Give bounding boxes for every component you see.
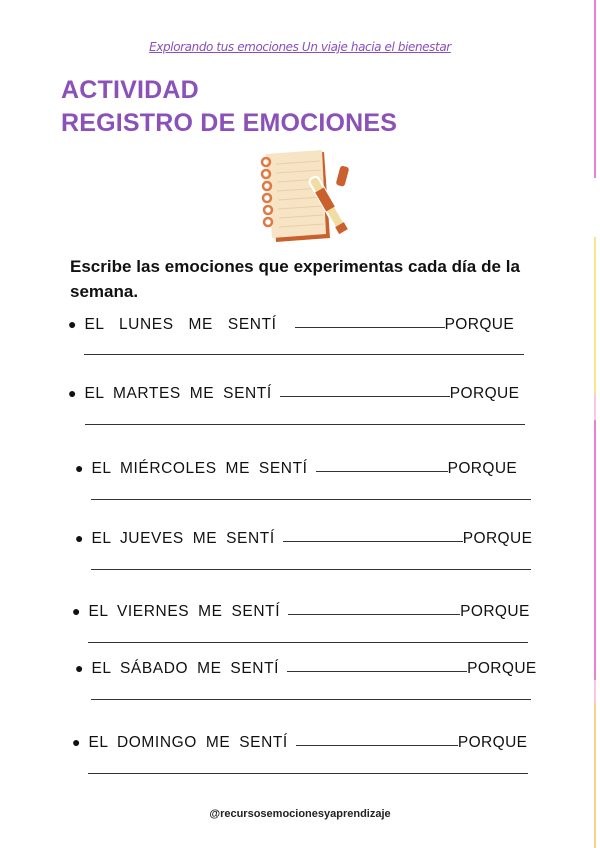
emotion-blank-jueves[interactable]: [283, 540, 463, 542]
edge-strip-yellow: [594, 237, 596, 395]
day-row-domingo: [72, 734, 527, 752]
reason-line-viernes[interactable]: [88, 642, 528, 643]
porque-label: PORQUE: [447, 460, 518, 477]
reason-line-domingo[interactable]: [88, 773, 528, 774]
reason-line-miercoles[interactable]: [91, 499, 531, 500]
bullet-icon: ●: [75, 460, 84, 476]
title-line-1: ACTIVIDAD: [61, 76, 199, 104]
subtitle: Explorando tus emociones Un viaje hacia el bienestar: [149, 40, 451, 54]
day-label: EL MIÉRCOLES ME SENTÍ: [91, 460, 308, 477]
edge-strip-orange: [594, 702, 596, 848]
day-row-martes: [68, 385, 519, 403]
porque-label: PORQUE: [462, 530, 533, 547]
bullet-icon: ●: [75, 660, 84, 676]
reason-line-jueves[interactable]: [91, 569, 531, 570]
porque-label: PORQUE: [460, 603, 530, 620]
day-label: EL JUEVES ME SENTÍ: [91, 530, 275, 547]
instructions-text: Escribe las emociones que experimentas cada día de la semana.: [70, 257, 520, 301]
edge-strip-pink-mid: [594, 420, 596, 680]
emotion-blank-domingo[interactable]: [296, 744, 458, 746]
porque-label: PORQUE: [449, 385, 520, 402]
day-row-sabado: [75, 660, 537, 678]
emotion-blank-martes[interactable]: [280, 395, 450, 397]
bullet-icon: ●: [75, 530, 84, 546]
day-row-jueves: [75, 530, 532, 548]
footer-handle: @recursosemocionesyaprendizaje: [209, 808, 391, 820]
emotion-blank-miercoles[interactable]: [316, 470, 448, 472]
emotion-blank-viernes[interactable]: [288, 613, 460, 615]
bullet-icon: ●: [72, 603, 81, 619]
day-row-lunes: [68, 316, 514, 334]
porque-label: PORQUE: [467, 660, 537, 677]
reason-line-martes[interactable]: [85, 424, 525, 425]
edge-strip-light-pink: [594, 395, 596, 420]
bullet-icon: ●: [68, 385, 77, 401]
day-label: EL LUNES ME SENTÍ: [84, 316, 277, 333]
day-row-miercoles: [75, 460, 517, 478]
notebook-pencil-icon: [252, 148, 357, 246]
day-label: EL VIERNES ME SENTÍ: [88, 603, 281, 620]
emotion-blank-lunes[interactable]: [295, 326, 445, 328]
day-label: EL MARTES ME SENTÍ: [84, 385, 272, 402]
reason-line-sabado[interactable]: [91, 699, 531, 700]
edge-strip-light-pink-2: [594, 680, 596, 702]
day-label: EL DOMINGO ME SENTÍ: [88, 734, 288, 751]
emotion-blank-sabado[interactable]: [287, 670, 467, 672]
bullet-icon: ●: [68, 316, 77, 332]
reason-line-lunes[interactable]: [84, 354, 524, 355]
day-row-viernes: [72, 603, 530, 621]
porque-label: PORQUE: [457, 734, 528, 751]
page-title: [61, 74, 397, 140]
title-line-2: REGISTRO DE EMOCIONES: [61, 109, 398, 137]
porque-label: PORQUE: [444, 316, 515, 333]
bullet-icon: ●: [72, 734, 81, 750]
edge-strip-pink-top: [594, 0, 596, 178]
day-label: EL SÁBADO ME SENTÍ: [91, 660, 280, 677]
